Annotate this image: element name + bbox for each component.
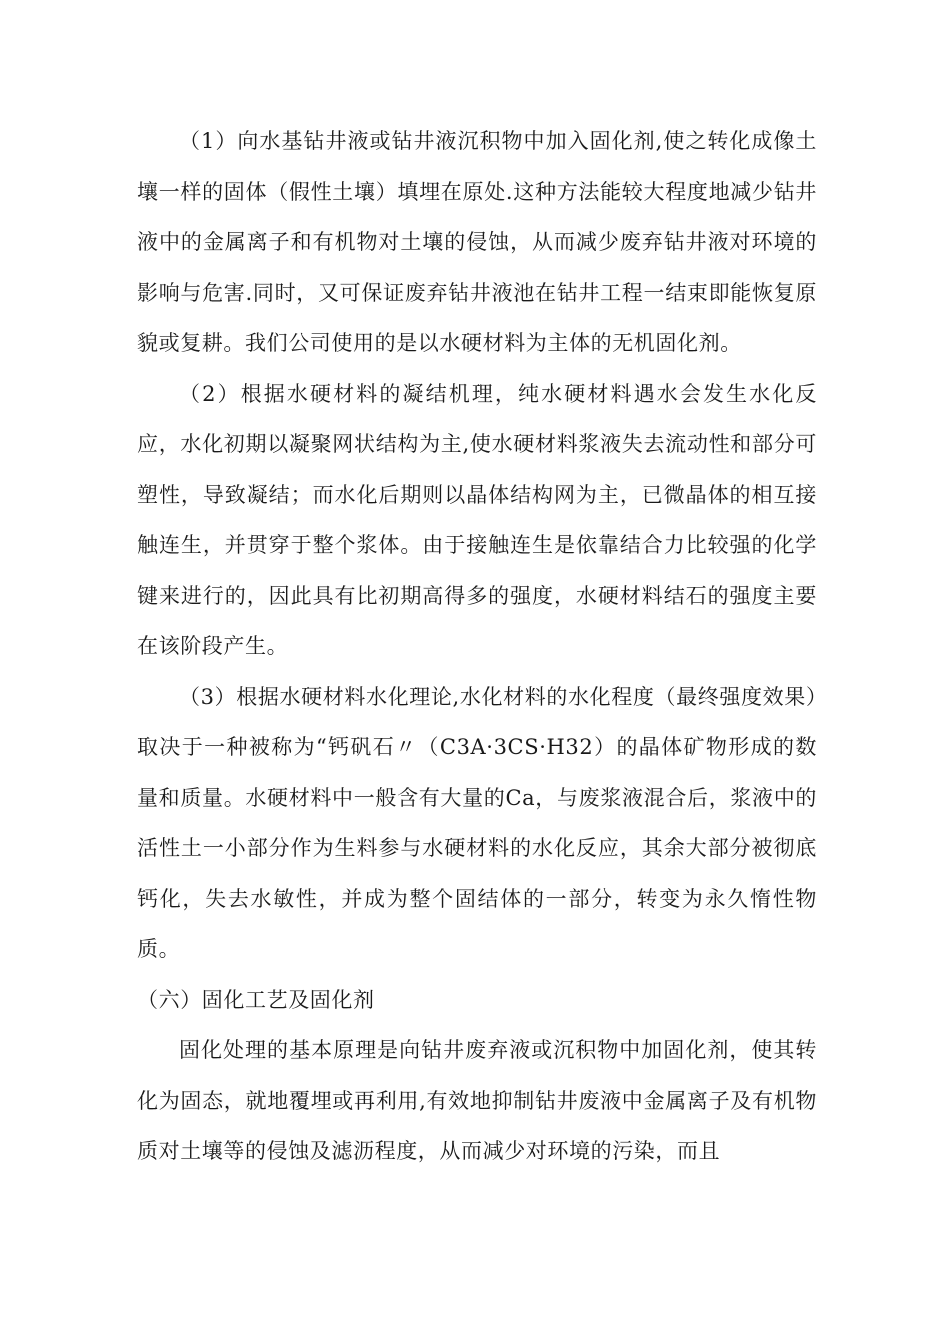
paragraph-1: （1）向水基钻井液或钻井液沉积物中加入固化剂,使之转化成像土壤一样的固体（假性土壤）填埋在原处.这种方法能较大程度地减少钻井液中的金属离子和有机物对土壤的侵蚀，从而减少废弃钻井液对环境的影响与危害.同时，又可保证废弃钻井液池在钻井工程一结束即能恢复原貌或复耕。我们公司使用的是以水硬材料为主体的无机固化剂。 xyxy=(137,129,817,355)
document-body xyxy=(137,116,817,1177)
paragraph-3: （3）根据水硬材料水化理论,水化材料的水化程度（最终强度效果）取决于一种被称为“钙矾石〃（C3A·3CS·H32）的晶体矿物形成的数量和质量。水硬材料中一般含有大量的Ca，与废浆液混合后，浆液中的活性土一小部分作为生料参与水硬材料的水化反应，其余大部分被彻底钙化，失去水敏性，并成为整个固结体的一部分，转变为永久惰性物质。 xyxy=(137,684,817,961)
paragraph-2: （2）根据水硬材料的凝结机理，纯水硬材料遇水会发生水化反应，水化初期以凝聚网状结构为主,使水硬材料浆液失去流动性和部分可塑性，导致凝结；而水化后期则以晶体结构网为主，已微晶体的相互接触连生，并贯穿于整个浆体。由于接触连生是依靠结合力比较强的化学键来进行的，因此具有比初期高得多的强度，水硬材料结石的强度主要在该阶段产生。 xyxy=(137,381,817,658)
paragraph-4: 固化处理的基本原理是向钻井废弃液或沉积物中加固化剂，使其转化为固态，就地覆埋或再利用,有效地抑制钻井废液中金属离子及有机物质对土壤等的侵蚀及滤沥程度，从而减少对环境的污染，而且 xyxy=(137,1038,817,1163)
section-heading: （六）固化工艺及固化剂 xyxy=(137,987,375,1012)
